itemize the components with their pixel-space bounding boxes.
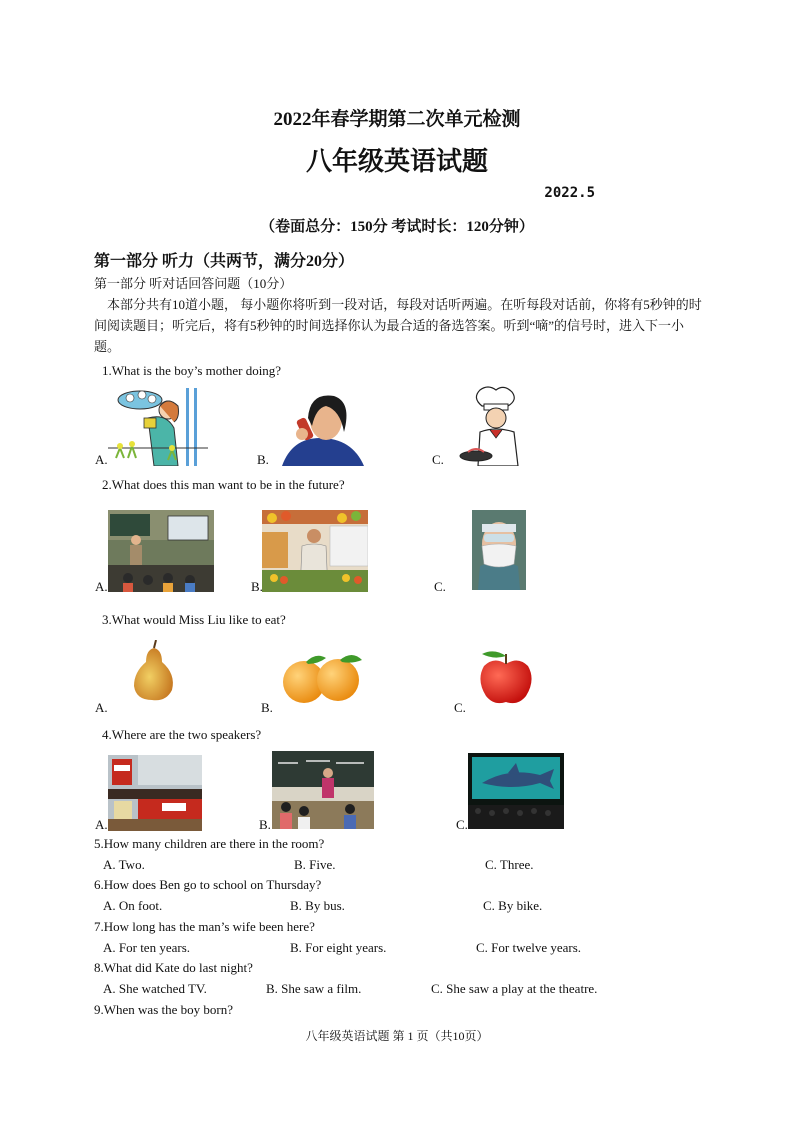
woman-watering-flowers-picture (108, 388, 208, 466)
q3-option-b: B. (261, 700, 273, 715)
part1-instructions: 本部分共有10道小题， 每小题你将听到一段对话，每段对话听两遍。在听每段对话前，你将有5秒钟的时间阅读题目；听完后，将有5秒钟的时间选择你认为最合适的备选答案。听到“嘀”的信号时，进入下一小题。 (94, 297, 702, 354)
apple-picture (476, 648, 536, 708)
q8-option-a: A. She watched TV. (103, 981, 207, 996)
part1-subheading: 第一部分 听对话回答问题（10分） (94, 276, 293, 291)
q7-option-c: C. For twelve years. (476, 940, 582, 955)
classroom-teacher-picture (108, 510, 214, 592)
part1-heading: 第一部分 听力（共两节，满分20分） (94, 253, 355, 270)
q1-option-a: A. (95, 452, 108, 467)
q4-option-b: B. (259, 817, 271, 832)
exam-paper-title: 八年级英语试题 (305, 147, 488, 176)
exam-session-title: 2022年春学期第二次单元检测 (273, 109, 521, 130)
q2-option-c: C. (434, 579, 446, 594)
q6-option-c: C. By bike. (483, 898, 543, 913)
page-footer: 八年级英语试题 第 1 页（共10页） (305, 1029, 489, 1043)
q4-option-a: A. (95, 817, 108, 832)
oranges-picture (278, 652, 364, 704)
pizza-hut-restaurant-picture (108, 755, 202, 831)
woman-on-phone-picture (272, 390, 368, 466)
question-9: 9.When was the boy born? (94, 1002, 233, 1017)
q1-option-c: C. (432, 452, 444, 467)
question-2: 2.What does this man want to be in the future? (102, 477, 345, 492)
q7-option-b: B. For eight years. (290, 940, 387, 955)
q8-option-c: C. She saw a play at the theatre. (431, 981, 598, 996)
q2-option-a: A. (95, 579, 108, 594)
exam-meta: （卷面总分：150分 考试时长：120分钟） (260, 219, 534, 235)
q5-option-c: C. Three. (485, 857, 534, 872)
q7-option-a: A. For ten years. (103, 940, 191, 955)
q1-option-b: B. (257, 452, 269, 467)
shop-assistant-picture (262, 510, 368, 592)
question-6: 6.How does Ben go to school on Thursday? (94, 877, 322, 892)
q8-option-b: B. She saw a film. (266, 981, 362, 996)
q6-option-a: A. On foot. (103, 898, 163, 913)
exam-date: 2022.5 (544, 185, 595, 201)
q5-option-a: A. Two. (103, 857, 145, 872)
chef-cooking-picture (458, 386, 534, 466)
question-5: 5.How many children are there in the room? (94, 836, 325, 851)
question-8: 8.What did Kate do last night? (94, 960, 253, 975)
q6-option-b: B. By bus. (290, 898, 345, 913)
q5-option-b: B. Five. (294, 857, 336, 872)
question-4: 4.Where are the two speakers? (102, 727, 262, 742)
q3-option-a: A. (95, 700, 108, 715)
question-1: 1.What is the boy’s mother doing? (102, 363, 282, 378)
cinema-shark-picture (468, 753, 564, 829)
q4-option-c: C. (456, 817, 468, 832)
question-7: 7.How long has the man’s wife been here? (94, 919, 315, 934)
doctor-mask-picture (472, 510, 526, 590)
pear-picture (128, 640, 180, 704)
q2-option-b: B. (251, 579, 263, 594)
question-3: 3.What would Miss Liu like to eat? (102, 612, 286, 627)
classroom-picture (272, 751, 374, 829)
q3-option-c: C. (454, 700, 466, 715)
